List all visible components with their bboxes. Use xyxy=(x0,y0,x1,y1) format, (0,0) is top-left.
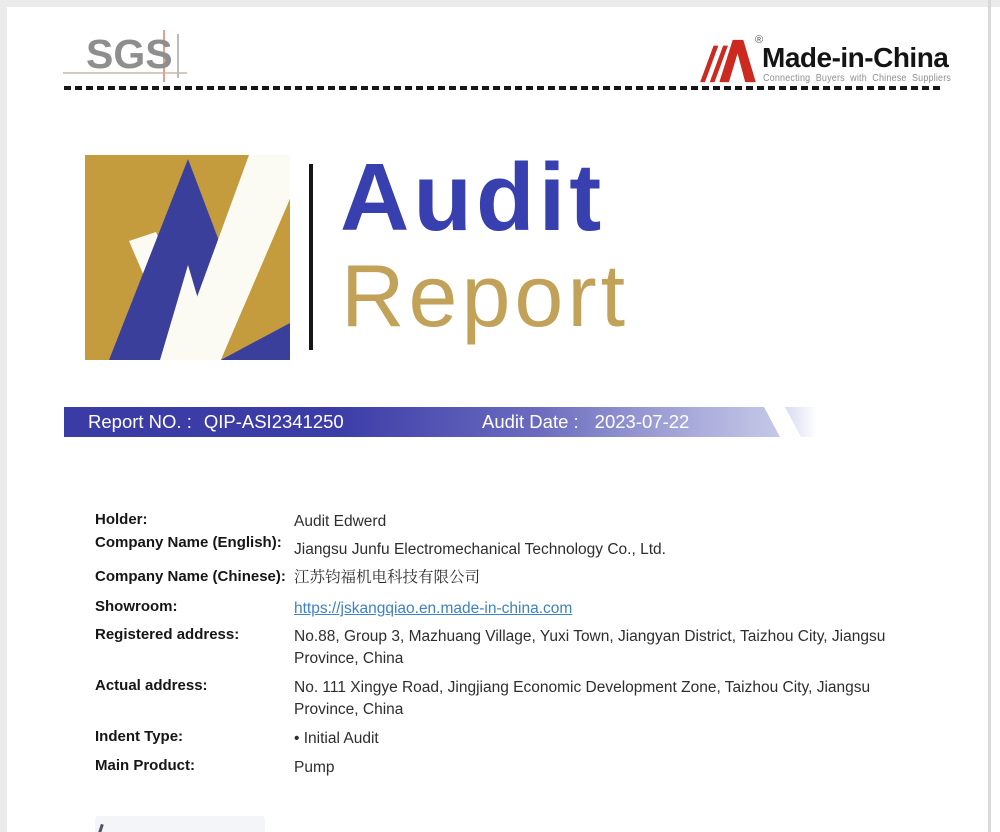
holder-value: Audit Edwerd xyxy=(294,513,387,530)
showroom-label: Showroom: xyxy=(95,598,178,615)
frame-edge-left xyxy=(0,0,7,832)
showroom-link[interactable]: https://jskangqiao.en.made-in-china.com xyxy=(294,600,573,617)
sgs-logo: SGS xyxy=(86,31,173,77)
page-title-report: Report xyxy=(341,246,630,345)
title-divider-bar xyxy=(309,164,313,350)
audit-date-value: 2023-07-22 xyxy=(594,411,690,432)
indent-type-label: Indent Type: xyxy=(95,728,184,745)
main-product-label: Main Product: xyxy=(95,757,195,774)
next-section-peek xyxy=(95,816,265,832)
company-name-chinese-label: Company Name (Chinese): xyxy=(95,568,286,585)
sgs-crop-mark-vertical-gray xyxy=(177,34,179,78)
audit-logo-mark xyxy=(85,155,290,360)
report-no-value: QIP-ASI2341250 xyxy=(203,411,344,432)
registered-trademark-icon: ® xyxy=(755,34,764,46)
audit-date-label: Audit Date : xyxy=(482,411,579,432)
made-in-china-tagline: Connecting Buyers with Chinese Suppliers xyxy=(763,73,952,84)
actual-address-value: No. 111 Xingye Road, Jingjiang Economic Development Zone, Taizhou City, Jiangsu Province, China xyxy=(294,679,871,718)
page-title-audit: Audit xyxy=(340,144,606,251)
frame-edge-top xyxy=(0,0,1000,7)
company-name-english-label: Company Name (English): xyxy=(95,534,282,551)
frame-edge-right xyxy=(988,0,991,832)
header-dashed-divider xyxy=(64,86,940,90)
company-name-english-value: Jiangsu Junfu Electromechanical Technology Co., Ltd. xyxy=(294,541,666,558)
report-no-label: Report NO. : xyxy=(88,411,192,432)
made-in-china-brand-text: Made-in-China xyxy=(762,42,949,73)
registered-address-label: Registered address: xyxy=(95,626,240,643)
audit-date-group xyxy=(482,407,689,437)
indent-type-value: • Initial Audit xyxy=(294,730,379,747)
registered-address-value: No.88, Group 3, Mazhuang Village, Yuxi Town, Jiangyan District, Taizhou City, Jiangsu Province, China xyxy=(294,628,886,667)
holder-label: Holder: xyxy=(95,511,148,528)
made-in-china-m-icon xyxy=(698,38,756,84)
company-name-chinese-value: 江苏钧福机电科技有限公司 xyxy=(294,569,481,586)
made-in-china-logo xyxy=(698,34,952,86)
main-product-value: Pump xyxy=(294,759,335,776)
report-banner-tail xyxy=(785,407,819,437)
actual-address-label: Actual address: xyxy=(95,677,208,694)
report-no-group xyxy=(88,407,344,437)
